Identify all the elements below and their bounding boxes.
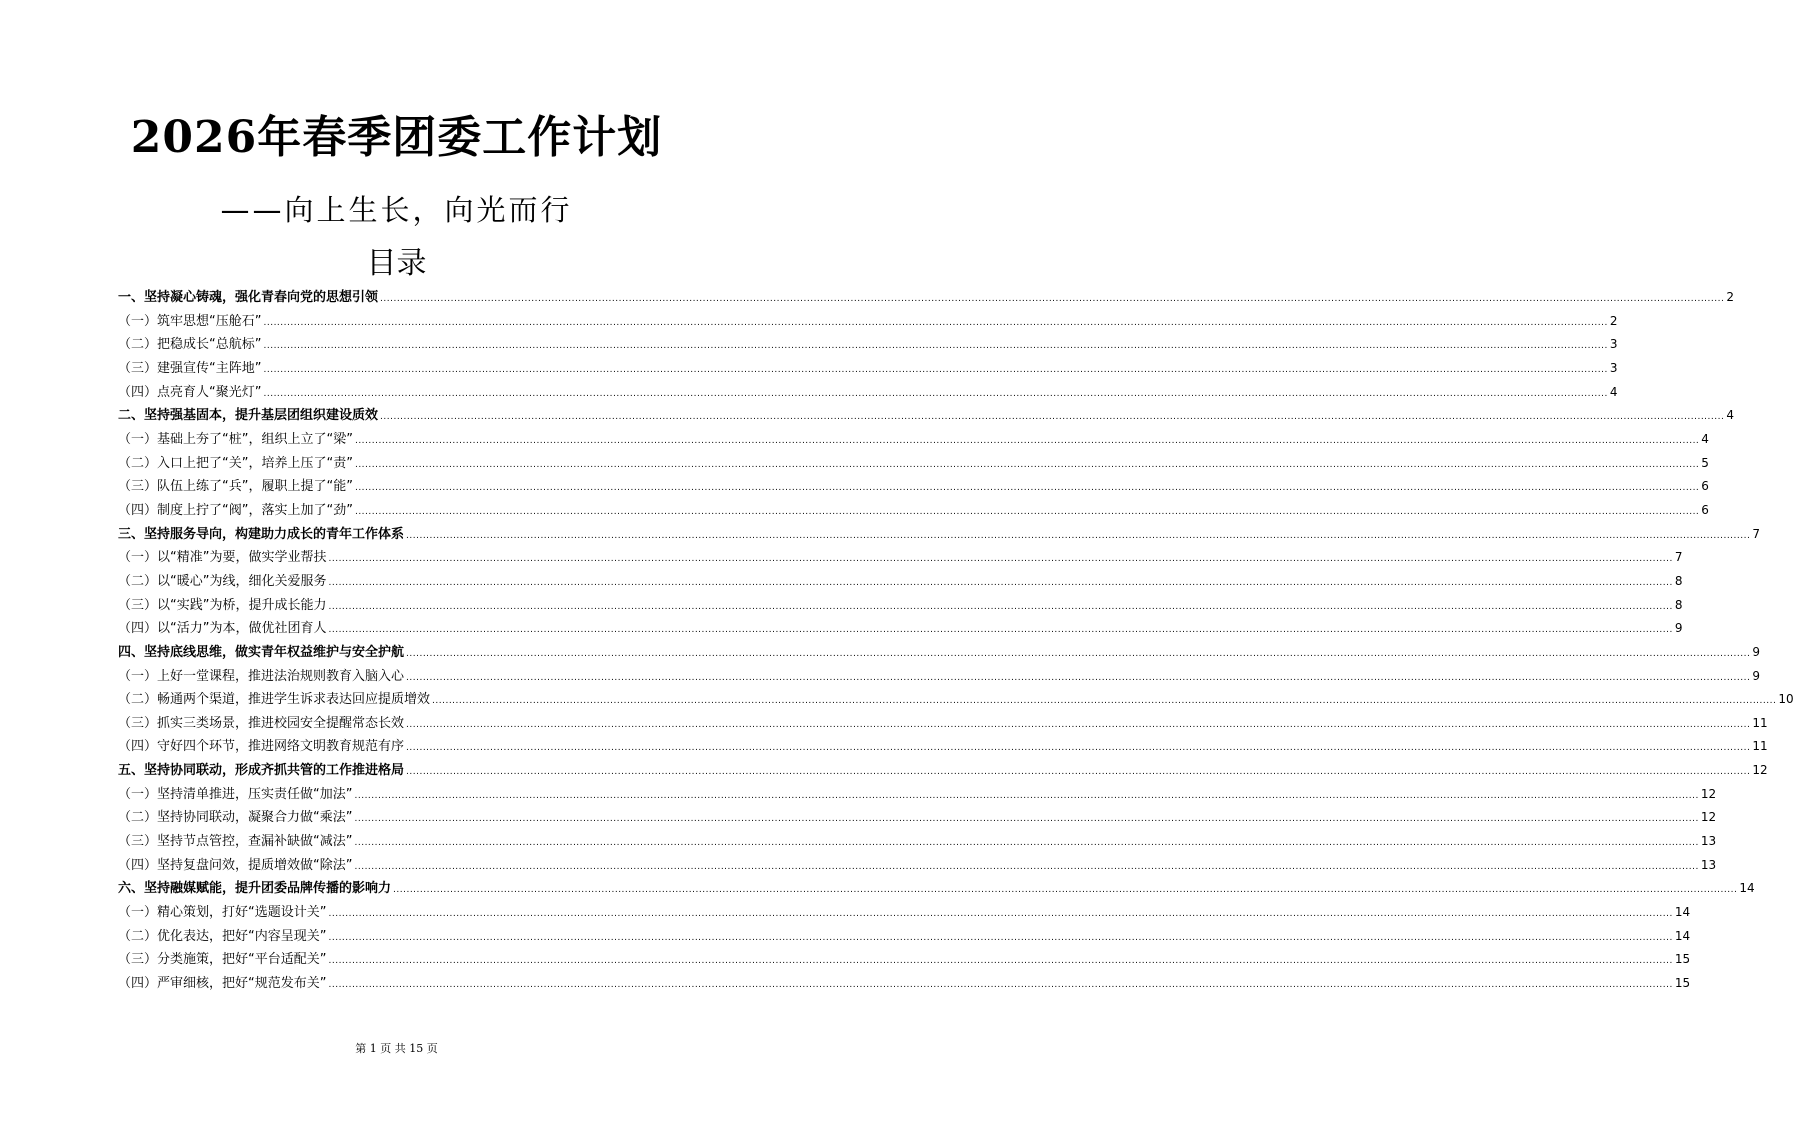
toc-entry-text: （一）基础上夯了“桩”，组织上立了“梁” xyxy=(118,431,353,447)
toc-subsection-entry[interactable] xyxy=(118,688,1794,712)
toc-leader-dots: ................................................................................................................................................................................................................................................................................................................................................................................................................ xyxy=(354,814,1699,825)
toc-page-number: 6 xyxy=(1701,479,1709,494)
toc-leader-dots: ................................................................................................................................................................................................................................................................................................................................................................................................................ xyxy=(406,719,1751,730)
toc-page-number: 5 xyxy=(1701,455,1709,470)
toc-entry-text: 三、坚持服务导向，构建助力成长的青年工作体系 xyxy=(118,526,405,542)
table-of-contents xyxy=(118,286,1794,996)
toc-subsection-entry[interactable] xyxy=(118,830,1717,854)
toc-page-number: 14 xyxy=(1739,881,1755,896)
toc-leader-dots: ................................................................................................................................................................................................................................................................................................................................................................................................................ xyxy=(432,696,1777,707)
toc-page-number: 8 xyxy=(1674,573,1683,588)
toc-leader-dots: ................................................................................................................................................................................................................................................................................................................................................................................................................ xyxy=(263,364,1608,375)
toc-subsection-entry[interactable] xyxy=(118,499,1709,523)
toc-entry-text: （三）坚持节点管控，查漏补缺做“减法” xyxy=(118,834,353,850)
toc-entry-text: （四）守好四个环节，推进网络文明教育规范有序 xyxy=(118,739,405,755)
toc-entry-text: （二）把稳成长“总航标” xyxy=(118,337,262,353)
page-footer: 第 1 页 共 15 页 xyxy=(355,1042,438,1055)
toc-leader-dots: ................................................................................................................................................................................................................................................................................................................................................................................................................ xyxy=(406,672,1751,683)
toc-leader-dots: ................................................................................................................................................................................................................................................................................................................................................................................................................ xyxy=(354,790,1699,801)
toc-subsection-entry[interactable] xyxy=(118,925,1691,949)
toc-leader-dots: ................................................................................................................................................................................................................................................................................................................................................................................................................ xyxy=(406,767,1751,778)
toc-leader-dots: ................................................................................................................................................................................................................................................................................................................................................................................................................ xyxy=(354,459,1700,470)
toc-page-number: 8 xyxy=(1674,597,1683,612)
toc-page-number: 9 xyxy=(1752,668,1760,683)
toc-page-number: 14 xyxy=(1674,928,1691,943)
toc-entry-text: （一）坚持清单推进，压实责任做“加法” xyxy=(118,786,353,802)
toc-section-entry[interactable] xyxy=(118,641,1760,665)
toc-entry-text: （三）以“实践”为桥，提升成长能力 xyxy=(118,597,327,613)
toc-leader-dots: ................................................................................................................................................................................................................................................................................................................................................................................................................ xyxy=(328,980,1673,991)
toc-subsection-entry[interactable] xyxy=(118,854,1717,878)
toc-entry-text: （四）制度上拧了“阀”，落实上加了“劲” xyxy=(118,502,353,518)
toc-leader-dots: ................................................................................................................................................................................................................................................................................................................................................................................................................ xyxy=(263,341,1608,352)
toc-leader-dots: ................................................................................................................................................................................................................................................................................................................................................................................................................ xyxy=(354,506,1700,517)
toc-subsection-entry[interactable] xyxy=(118,452,1709,476)
toc-subsection-entry[interactable] xyxy=(118,972,1691,996)
toc-section-entry[interactable] xyxy=(118,286,1734,310)
toc-subsection-entry[interactable] xyxy=(118,665,1760,689)
toc-entry-text: （二）以“暖心”为线，细化关爱服务 xyxy=(118,573,327,589)
toc-entry-text: 六、坚持融媒赋能，提升团委品牌传播的影响力 xyxy=(118,881,392,897)
toc-subsection-entry[interactable] xyxy=(118,428,1709,452)
toc-section-entry[interactable] xyxy=(118,759,1768,783)
toc-subsection-entry[interactable] xyxy=(118,617,1683,641)
toc-entry-text: （四）以“活力”为本，做优社团育人 xyxy=(118,621,327,637)
toc-page-number: 11 xyxy=(1752,739,1768,754)
toc-section-entry[interactable] xyxy=(118,877,1755,901)
toc-entry-text: （二）优化表达，把好“内容呈现关” xyxy=(118,928,327,944)
toc-entry-text: 一、坚持凝心铸魂，强化青春向党的思想引领 xyxy=(118,290,379,305)
toc-page-number: 2 xyxy=(1726,290,1734,304)
toc-leader-dots: ................................................................................................................................................................................................................................................................................................................................................................................................................ xyxy=(380,294,1725,304)
toc-leader-dots: ................................................................................................................................................................................................................................................................................................................................................................................................................ xyxy=(380,412,1725,423)
toc-page-number: 13 xyxy=(1700,857,1717,872)
toc-leader-dots: ................................................................................................................................................................................................................................................................................................................................................................................................................ xyxy=(328,577,1673,588)
toc-page-number: 6 xyxy=(1701,502,1709,517)
toc-leader-dots: ................................................................................................................................................................................................................................................................................................................................................................................................................ xyxy=(263,317,1608,328)
toc-entry-text: （四）坚持复盘问效，提质增效做“除法” xyxy=(118,857,353,873)
toc-entry-text: （三）建强宣传“主阵地” xyxy=(118,360,262,376)
toc-page-number: 9 xyxy=(1752,644,1760,659)
toc-page-number: 13 xyxy=(1700,834,1717,849)
toc-leader-dots: ................................................................................................................................................................................................................................................................................................................................................................................................................ xyxy=(328,601,1673,612)
toc-subsection-entry[interactable] xyxy=(118,783,1717,807)
toc-page-number: 7 xyxy=(1674,550,1683,565)
toc-entry-text: （四）点亮育人“聚光灯” xyxy=(118,384,262,400)
toc-subsection-entry[interactable] xyxy=(118,735,1768,759)
toc-subsection-entry[interactable] xyxy=(118,475,1709,499)
toc-page-number: 12 xyxy=(1700,786,1717,801)
toc-page-number: 2 xyxy=(1609,313,1618,328)
toc-entry-text: （二）畅通两个渠道，推进学生诉求表达回应提质增效 xyxy=(118,692,431,708)
toc-subsection-entry[interactable] xyxy=(118,381,1618,405)
toc-section-entry[interactable] xyxy=(118,523,1760,547)
toc-entry-text: 二、坚持强基固本，提升基层团组织建设质效 xyxy=(118,408,379,424)
document-title: 2026年春季团委工作计划 xyxy=(130,112,663,163)
document-subtitle: ——向上生长，向光而行 xyxy=(220,193,573,227)
toc-page-number: 15 xyxy=(1674,952,1691,967)
toc-entry-text: （四）严审细核，把好“规范发布关” xyxy=(118,976,327,992)
toc-page-number: 9 xyxy=(1674,621,1683,636)
toc-subsection-entry[interactable] xyxy=(118,948,1691,972)
toc-leader-dots: ................................................................................................................................................................................................................................................................................................................................................................................................................ xyxy=(328,932,1673,943)
toc-entry-text: （三）分类施策，把好“平台适配关” xyxy=(118,952,327,968)
toc-subsection-entry[interactable] xyxy=(118,806,1717,830)
toc-entry-text: （二）坚持协同联动，凝聚合力做“乘法” xyxy=(118,810,353,826)
toc-page-number: 12 xyxy=(1752,763,1768,778)
toc-subsection-entry[interactable] xyxy=(118,712,1768,736)
toc-leader-dots: ................................................................................................................................................................................................................................................................................................................................................................................................................ xyxy=(406,648,1751,659)
toc-leader-dots: ................................................................................................................................................................................................................................................................................................................................................................................................................ xyxy=(354,483,1700,494)
toc-leader-dots: ................................................................................................................................................................................................................................................................................................................................................................................................................ xyxy=(354,838,1699,849)
toc-page-number: 4 xyxy=(1701,431,1709,446)
toc-leader-dots: ................................................................................................................................................................................................................................................................................................................................................................................................................ xyxy=(354,435,1700,446)
toc-subsection-entry[interactable] xyxy=(118,333,1618,357)
toc-subsection-entry[interactable] xyxy=(118,310,1618,334)
toc-leader-dots: ................................................................................................................................................................................................................................................................................................................................................................................................................ xyxy=(328,909,1673,920)
toc-entry-text: 四、坚持底线思维，做实青年权益维护与安全护航 xyxy=(118,644,405,660)
toc-subsection-entry[interactable] xyxy=(118,901,1691,925)
toc-leader-dots: ................................................................................................................................................................................................................................................................................................................................................................................................................ xyxy=(263,388,1608,399)
toc-leader-dots: ................................................................................................................................................................................................................................................................................................................................................................................................................ xyxy=(328,625,1673,636)
toc-entry-text: （二）入口上把了“关”，培养上压了“责” xyxy=(118,455,353,471)
toc-leader-dots: ................................................................................................................................................................................................................................................................................................................................................................................................................ xyxy=(328,554,1673,565)
toc-entry-text: （一）以“精准”为要，做实学业帮扶 xyxy=(118,550,327,566)
toc-page-number: 7 xyxy=(1752,526,1760,541)
toc-entry-text: （三）抓实三类场景，推进校园安全提醒常态长效 xyxy=(118,715,405,731)
toc-subsection-entry[interactable] xyxy=(118,570,1683,594)
toc-entry-text: （一）上好一堂课程，推进法治规则教育入脑入心 xyxy=(118,668,405,684)
toc-leader-dots: ................................................................................................................................................................................................................................................................................................................................................................................................................ xyxy=(406,743,1751,754)
toc-page-number: 3 xyxy=(1609,360,1618,375)
toc-section-entry[interactable] xyxy=(118,404,1734,428)
toc-leader-dots: ................................................................................................................................................................................................................................................................................................................................................................................................................ xyxy=(328,956,1673,967)
toc-heading: 目录 xyxy=(366,246,427,281)
toc-entry-text: （三）队伍上练了“兵”，履职上提了“能” xyxy=(118,479,353,495)
toc-page-number: 14 xyxy=(1674,905,1691,920)
toc-page-number: 10 xyxy=(1778,692,1794,707)
toc-page-number: 12 xyxy=(1700,810,1717,825)
toc-leader-dots: ................................................................................................................................................................................................................................................................................................................................................................................................................ xyxy=(393,885,1738,896)
toc-page-number: 4 xyxy=(1726,408,1734,423)
toc-entry-text: 五、坚持协同联动，形成齐抓共管的工作推进格局 xyxy=(118,763,405,779)
toc-page-number: 15 xyxy=(1674,976,1691,991)
toc-page-number: 11 xyxy=(1752,715,1768,730)
toc-page-number: 3 xyxy=(1609,337,1618,352)
toc-subsection-entry[interactable] xyxy=(118,546,1683,570)
toc-entry-text: （一）筑牢思想“压舱石” xyxy=(118,313,262,329)
toc-subsection-entry[interactable] xyxy=(118,594,1683,618)
toc-leader-dots: ................................................................................................................................................................................................................................................................................................................................................................................................................ xyxy=(406,530,1751,541)
toc-subsection-entry[interactable] xyxy=(118,357,1618,381)
toc-page-number: 4 xyxy=(1609,384,1618,399)
toc-leader-dots: ................................................................................................................................................................................................................................................................................................................................................................................................................ xyxy=(354,861,1699,872)
toc-entry-text: （一）精心策划，打好“选题设计关” xyxy=(118,905,327,921)
